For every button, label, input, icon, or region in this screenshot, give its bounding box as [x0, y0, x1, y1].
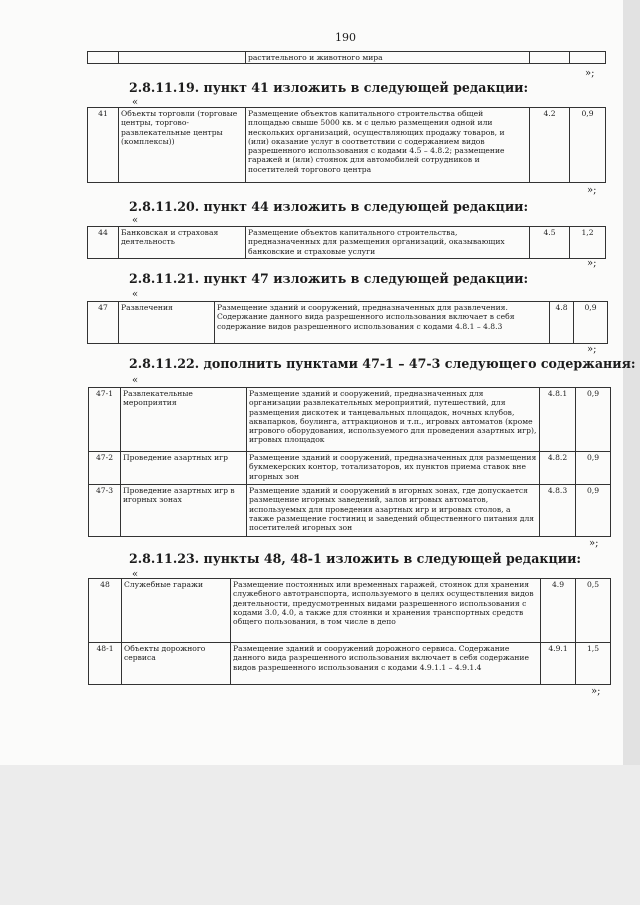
row-code: 4.2	[530, 108, 570, 183]
row-name: Служебные гаражи	[122, 579, 231, 643]
table-row	[88, 302, 608, 344]
close-quote: »;	[587, 185, 597, 196]
section-heading: 2.8.11.20. пункт 44 изложить в следующей редакции:	[129, 199, 529, 214]
row-code: 4.8.3	[540, 485, 576, 537]
section-table	[88, 578, 611, 685]
section-heading: 2.8.11.22. дополнить пунктами 47-1 – 47-3 следующего содержания:	[129, 356, 636, 371]
row-description: Размещение объектов капитального строительства общей площадью свыше 5000 кв. м с целью размещения одной или нескольких организаций, осуществляющих продажу товаров, и (или) оказание услуг в соответствии с содержанием видов разрешенного использования с кодами 4.5 – 4.8.2; размещение гаражей и (или) стоянок для автомобилей сотрудников и посетителей торгового центра	[246, 108, 530, 183]
row-description: Размещение объектов капитального строительства, предназначенных для размещения организаций, оказывающих банковские и страховые услуги	[246, 227, 530, 259]
row-description: Размещение зданий и сооружений, предназначенных для развлечения. Содержание данного вида разрешенного использования включает в себя содержание видов разрешенного использования с кодами 4.8.1 – 4.8.3	[215, 302, 550, 344]
open-quote: «	[132, 289, 139, 300]
row-description: Размещение зданий и сооружений дорожного сервиса. Содержание данного вида разрешенного использования включает в себя содержание видов разрешенного использования с кодами 4.9.1.1 – 4.9.1.4	[231, 643, 541, 685]
row-name: Объекты дорожного сервиса	[122, 643, 231, 685]
row-code: 4.9.1	[541, 643, 576, 685]
table-row	[88, 227, 606, 259]
row-value: 0,5	[576, 579, 611, 643]
row-number: 48	[89, 579, 122, 643]
cell-desc: растительного и животного мира	[246, 52, 530, 64]
section-heading: 2.8.11.21. пункт 47 изложить в следующей редакции:	[129, 271, 529, 286]
row-value: 0,9	[574, 302, 608, 344]
open-quote: «	[132, 215, 139, 226]
table-row	[89, 643, 611, 685]
table-row	[89, 452, 611, 485]
row-value: 1,2	[570, 227, 606, 259]
row-description: Размещение постоянных или временных гаражей, стоянок для хранения служебного автотранспорта, используемого в целях осуществления видов деятельности, предусмотренных видами разрешенного использования с кодами 3.0, 4.0, а также для стоянки и хранения транспортных средств общего пользования, в том числе в депо	[231, 579, 541, 643]
table-row	[89, 485, 611, 537]
cell-name	[119, 52, 246, 64]
cell-code	[530, 52, 570, 64]
row-description: Размещение зданий и сооружений, предназначенных для организации развлекательных мероприятий, путешествий, для размещения дискотек и танцевальных площадок, ночных клубов, аквапарков, боулинга, аттракционов и т.п., игровых автоматов (кроме игрового оборудования, используемого для проведения азартных игр), игровых площадок	[247, 388, 540, 452]
row-number: 47-3	[89, 485, 121, 537]
row-number: 47	[88, 302, 119, 344]
row-description: Размещение зданий и сооружений в игорных зонах, где допускается размещение игорных заведений, залов игровых автоматов, используемых для проведения азартных игр и игровых столов, а также размещение гостиниц и заведений общественного питания для посетителей игорных зон	[247, 485, 540, 537]
close-quote: »;	[587, 258, 597, 269]
row-name: Развлекательные мероприятия	[121, 388, 247, 452]
open-quote: «	[132, 97, 139, 108]
row-name: Проведение азартных игр в игорных зонах	[121, 485, 247, 537]
row-description: Размещение зданий и сооружений, предназначенных для размещения букмекерских контор, тотализаторов, их пунктов приема ставок вне игорных зон	[247, 452, 540, 485]
page-number: 190	[335, 31, 356, 44]
row-code: 4.8.1	[540, 388, 576, 452]
row-code: 4.5	[530, 227, 570, 259]
continuation-table	[87, 51, 606, 64]
row-number: 41	[88, 108, 119, 183]
row-name: Проведение азартных игр	[121, 452, 247, 485]
cell-num	[88, 52, 119, 64]
row-number: 47-2	[89, 452, 121, 485]
open-quote: «	[132, 569, 139, 580]
scan-margin	[623, 0, 640, 765]
row-value: 0,9	[576, 388, 611, 452]
row-value: 0,9	[576, 452, 611, 485]
row-code: 4.9	[541, 579, 576, 643]
section-heading: 2.8.11.19. пункт 41 изложить в следующей редакции:	[129, 80, 529, 95]
close-quote: »;	[589, 538, 599, 549]
table-row	[89, 579, 611, 643]
section-heading: 2.8.11.23. пункты 48, 48-1 изложить в следующей редакции:	[129, 551, 582, 566]
close-quote: »;	[587, 344, 597, 355]
section-table	[87, 226, 606, 259]
row-code: 4.8.2	[540, 452, 576, 485]
row-name: Банковская и страховая деятельность	[119, 227, 246, 259]
cell-val	[570, 52, 606, 64]
section-table	[87, 107, 606, 183]
row-number: 48-1	[89, 643, 122, 685]
row-number: 44	[88, 227, 119, 259]
row-name: Развлечения	[119, 302, 215, 344]
section-table	[87, 301, 608, 344]
close-quote: »;	[585, 68, 595, 79]
open-quote: «	[132, 375, 139, 386]
table-row	[88, 108, 606, 183]
row-code: 4.8	[550, 302, 574, 344]
table-row	[89, 388, 611, 452]
row-number: 47-1	[89, 388, 121, 452]
row-value: 0,9	[576, 485, 611, 537]
close-quote: »;	[591, 686, 601, 697]
section-table	[88, 387, 611, 537]
row-name: Объекты торговли (торговые центры, торгово-развлекательные центры (комплексы))	[119, 108, 246, 183]
row-value: 1,5	[576, 643, 611, 685]
row-value: 0,9	[570, 108, 606, 183]
